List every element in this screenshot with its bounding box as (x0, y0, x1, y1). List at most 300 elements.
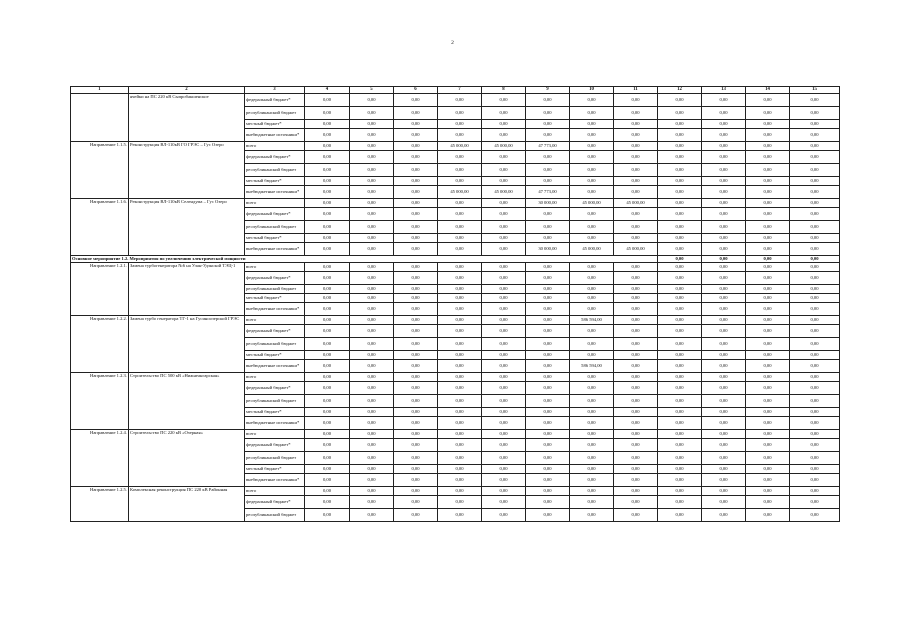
funding-source-cell: федеральный бюджет* (245, 382, 305, 395)
value-cell: 0,00 (305, 351, 350, 360)
value-cell: 0,00 (746, 474, 790, 487)
value-cell: 0,00 (570, 465, 614, 474)
value-cell: 0,00 (305, 373, 350, 382)
funding-source-cell: республиканский бюджет (245, 452, 305, 465)
value-cell: 0,00 (702, 294, 746, 303)
section-value: 0,00 (746, 256, 790, 263)
value-cell: 0,00 (790, 303, 840, 316)
value-cell: 0,00 (746, 496, 790, 509)
value-cell: 0,00 (438, 325, 482, 338)
value-cell: 0,00 (746, 373, 790, 382)
column-header: 4 (305, 87, 350, 94)
value-cell: 0,00 (790, 439, 840, 452)
value-cell: 0,00 (614, 465, 658, 474)
value-cell: 0,00 (482, 94, 526, 107)
value-cell: 0,00 (702, 408, 746, 417)
value-cell: 0,00 (702, 142, 746, 151)
value-cell: 47 773,00 (526, 186, 570, 199)
value-cell: 0,00 (658, 439, 702, 452)
funding-source-cell: внебюджетные источники* (245, 129, 305, 142)
value-cell: 0,00 (746, 408, 790, 417)
column-header: 9 (526, 87, 570, 94)
value-cell: 0,00 (394, 272, 438, 285)
value-cell: 0,00 (526, 351, 570, 360)
value-cell: 45 000,00 (438, 142, 482, 151)
value-cell: 0,00 (658, 243, 702, 256)
value-cell: 0,00 (658, 360, 702, 373)
value-cell: 0,00 (614, 325, 658, 338)
value-cell: 0,00 (658, 509, 702, 522)
value-cell: 0,00 (790, 474, 840, 487)
value-cell: 0,00 (350, 465, 394, 474)
value-cell: 0,00 (614, 373, 658, 382)
value-cell: 0,00 (570, 177, 614, 186)
value-cell: 0,00 (702, 285, 746, 294)
value-cell: 0,00 (305, 285, 350, 294)
value-cell: 0,00 (438, 221, 482, 234)
value-cell: 0,00 (790, 234, 840, 243)
value-cell: 0,00 (482, 243, 526, 256)
object-cell: Замена турбогенератора №6 на Улан-Удэнской ТЭЦ-1 (129, 263, 245, 316)
value-cell: 0,00 (658, 338, 702, 351)
value-cell: 0,00 (790, 417, 840, 430)
value-cell: 0,00 (658, 452, 702, 465)
funding-source-cell: местный бюджет* (245, 120, 305, 129)
value-cell: 0,00 (746, 294, 790, 303)
value-cell: 0,00 (394, 142, 438, 151)
funding-source-cell: местный бюджет* (245, 408, 305, 417)
value-cell: 0,00 (305, 272, 350, 285)
value-cell: 0,00 (702, 430, 746, 439)
value-cell: 0,00 (790, 351, 840, 360)
value-cell: 0,00 (482, 474, 526, 487)
table-row (71, 373, 840, 382)
value-cell: 0,00 (305, 221, 350, 234)
object-cell: ячейки на ПС 220 кВ Сыпробакшенское (129, 94, 245, 142)
value-cell: 0,00 (790, 338, 840, 351)
value-cell: 0,00 (482, 360, 526, 373)
value-cell: 0,00 (482, 351, 526, 360)
value-cell: 0,00 (614, 285, 658, 294)
value-cell: 0,00 (658, 164, 702, 177)
value-cell: 0,00 (394, 263, 438, 272)
value-cell: 0,00 (350, 294, 394, 303)
funding-source-cell: местный бюджет* (245, 465, 305, 474)
value-cell: 0,00 (790, 142, 840, 151)
value-cell: 0,00 (305, 208, 350, 221)
column-header: 1 (71, 87, 129, 94)
value-cell: 0,00 (350, 164, 394, 177)
value-cell: 0,00 (570, 263, 614, 272)
value-cell: 0,00 (526, 338, 570, 351)
value-cell: 0,00 (746, 395, 790, 408)
value-cell: 0,00 (526, 208, 570, 221)
value-cell: 0,00 (658, 382, 702, 395)
value-cell: 0,00 (305, 439, 350, 452)
value-cell: 0,00 (570, 164, 614, 177)
value-cell: 0,00 (482, 316, 526, 325)
value-cell: 0,00 (570, 430, 614, 439)
table-row (71, 487, 840, 496)
value-cell: 0,00 (570, 208, 614, 221)
object-cell: Комплексная реконструкция ПС 220 кВ Районная (129, 487, 245, 522)
value-cell: 0,00 (790, 360, 840, 373)
value-cell: 0,00 (746, 465, 790, 474)
value-cell: 0,00 (394, 465, 438, 474)
value-cell: 0,00 (570, 142, 614, 151)
value-cell: 0,00 (350, 94, 394, 107)
value-cell: 0,00 (658, 285, 702, 294)
value-cell: 0,00 (658, 221, 702, 234)
value-cell: 0,00 (526, 373, 570, 382)
value-cell: 0,00 (438, 94, 482, 107)
page-number: 2 (451, 40, 454, 46)
value-cell: 0,00 (790, 243, 840, 256)
value-cell: 0,00 (614, 177, 658, 186)
value-cell: 0,00 (305, 496, 350, 509)
value-cell: 0,00 (702, 164, 746, 177)
value-cell: 0,00 (482, 395, 526, 408)
value-cell: 0,00 (526, 496, 570, 509)
table-row (71, 316, 840, 325)
value-cell: 0,00 (394, 316, 438, 325)
value-cell: 0,00 (746, 208, 790, 221)
value-cell: 0,00 (482, 285, 526, 294)
value-cell: 0,00 (482, 263, 526, 272)
direction-cell: Направление 1.1.6. (71, 199, 129, 256)
value-cell: 0,00 (482, 234, 526, 243)
direction-cell: Направление 1.2.3. (71, 373, 129, 430)
funding-source-cell: всего (245, 263, 305, 272)
funding-source-cell: республиканский бюджет (245, 221, 305, 234)
value-cell: 0,00 (614, 263, 658, 272)
value-cell: 0,00 (305, 199, 350, 208)
value-cell: 0,00 (746, 325, 790, 338)
value-cell: 586 594,00 (570, 360, 614, 373)
value-cell: 0,00 (702, 303, 746, 316)
value-cell: 0,00 (305, 316, 350, 325)
value-cell: 0,00 (526, 164, 570, 177)
value-cell: 0,00 (526, 487, 570, 496)
value-cell: 0,00 (394, 395, 438, 408)
value-cell: 0,00 (614, 272, 658, 285)
value-cell: 0,00 (438, 439, 482, 452)
value-cell: 0,00 (702, 129, 746, 142)
budget-table (70, 86, 840, 522)
value-cell: 0,00 (658, 316, 702, 325)
value-cell: 0,00 (394, 417, 438, 430)
value-cell: 0,00 (482, 164, 526, 177)
value-cell: 0,00 (658, 120, 702, 129)
column-header: 3 (245, 87, 305, 94)
funding-source-cell: всего (245, 373, 305, 382)
value-cell: 0,00 (350, 151, 394, 164)
value-cell: 0,00 (305, 243, 350, 256)
value-cell: 0,00 (658, 151, 702, 164)
direction-cell: Направление 1.1.5. (71, 142, 129, 199)
funding-source-cell: федеральный бюджет* (245, 439, 305, 452)
direction-cell (71, 94, 129, 142)
column-header: 11 (614, 87, 658, 94)
column-header: 2 (129, 87, 245, 94)
value-cell: 0,00 (350, 186, 394, 199)
value-cell: 0,00 (658, 208, 702, 221)
value-cell: 0,00 (526, 285, 570, 294)
direction-cell: Направление 1.2.2. (71, 316, 129, 373)
value-cell: 0,00 (394, 325, 438, 338)
value-cell: 0,00 (305, 430, 350, 439)
value-cell: 0,00 (394, 338, 438, 351)
value-cell: 0,00 (394, 208, 438, 221)
value-cell: 0,00 (350, 338, 394, 351)
value-cell: 0,00 (526, 263, 570, 272)
value-cell: 0,00 (746, 263, 790, 272)
value-cell: 0,00 (305, 452, 350, 465)
value-cell: 0,00 (305, 360, 350, 373)
value-cell: 0,00 (526, 474, 570, 487)
value-cell: 0,00 (570, 408, 614, 417)
value-cell: 0,00 (570, 234, 614, 243)
value-cell: 0,00 (570, 272, 614, 285)
table-row (71, 263, 840, 272)
value-cell: 0,00 (614, 208, 658, 221)
value-cell: 45 000,00 (438, 186, 482, 199)
value-cell: 0,00 (438, 151, 482, 164)
value-cell: 0,00 (658, 107, 702, 120)
value-cell: 0,00 (526, 408, 570, 417)
value-cell: 0,00 (658, 408, 702, 417)
value-cell: 0,00 (482, 373, 526, 382)
value-cell: 0,00 (614, 509, 658, 522)
value-cell: 0,00 (790, 465, 840, 474)
value-cell: 0,00 (658, 272, 702, 285)
value-cell: 0,00 (790, 408, 840, 417)
value-cell: 0,00 (394, 294, 438, 303)
value-cell: 0,00 (350, 263, 394, 272)
funding-source-cell: местный бюджет* (245, 351, 305, 360)
value-cell: 0,00 (526, 465, 570, 474)
value-cell: 0,00 (394, 221, 438, 234)
value-cell: 0,00 (394, 199, 438, 208)
section-value: 0,00 (702, 256, 746, 263)
value-cell: 0,00 (394, 303, 438, 316)
value-cell: 0,00 (570, 120, 614, 129)
value-cell: 0,00 (790, 294, 840, 303)
value-cell: 0,00 (350, 107, 394, 120)
value-cell: 0,00 (438, 338, 482, 351)
value-cell: 0,00 (790, 129, 840, 142)
value-cell: 0,00 (658, 303, 702, 316)
value-cell: 0,00 (746, 164, 790, 177)
value-cell: 0,00 (438, 263, 482, 272)
value-cell: 0,00 (482, 408, 526, 417)
value-cell: 0,00 (790, 221, 840, 234)
value-cell: 0,00 (702, 496, 746, 509)
value-cell: 0,00 (526, 303, 570, 316)
funding-source-cell: федеральный бюджет* (245, 94, 305, 107)
value-cell: 0,00 (350, 373, 394, 382)
value-cell: 0,00 (394, 285, 438, 294)
value-cell: 0,00 (658, 94, 702, 107)
value-cell: 0,00 (394, 382, 438, 395)
value-cell: 0,00 (746, 487, 790, 496)
value-cell: 0,00 (746, 382, 790, 395)
value-cell: 0,00 (350, 417, 394, 430)
value-cell: 0,00 (526, 316, 570, 325)
value-cell: 0,00 (350, 285, 394, 294)
value-cell: 0,00 (350, 177, 394, 186)
value-cell: 0,00 (350, 199, 394, 208)
value-cell: 0,00 (746, 120, 790, 129)
value-cell: 0,00 (614, 408, 658, 417)
value-cell: 0,00 (305, 417, 350, 430)
value-cell: 0,00 (350, 142, 394, 151)
value-cell: 0,00 (702, 272, 746, 285)
value-cell: 0,00 (570, 338, 614, 351)
value-cell: 0,00 (614, 294, 658, 303)
value-cell: 0,00 (614, 382, 658, 395)
value-cell: 0,00 (305, 382, 350, 395)
value-cell: 0,00 (570, 474, 614, 487)
table-row (71, 430, 840, 439)
value-cell: 0,00 (350, 452, 394, 465)
column-header: 5 (350, 87, 394, 94)
value-cell: 0,00 (482, 487, 526, 496)
funding-source-cell: федеральный бюджет* (245, 208, 305, 221)
value-cell: 0,00 (702, 417, 746, 430)
funding-source-cell: всего (245, 316, 305, 325)
value-cell: 0,00 (438, 452, 482, 465)
value-cell: 0,00 (482, 325, 526, 338)
value-cell: 586 594,00 (570, 316, 614, 325)
value-cell: 0,00 (790, 509, 840, 522)
value-cell: 0,00 (305, 338, 350, 351)
value-cell: 0,00 (438, 164, 482, 177)
value-cell: 0,00 (702, 382, 746, 395)
value-cell: 0,00 (614, 487, 658, 496)
value-cell: 0,00 (790, 452, 840, 465)
value-cell: 0,00 (614, 338, 658, 351)
value-cell: 0,00 (482, 129, 526, 142)
value-cell: 0,00 (482, 465, 526, 474)
value-cell: 0,00 (482, 303, 526, 316)
value-cell: 0,00 (482, 430, 526, 439)
value-cell: 0,00 (438, 303, 482, 316)
value-cell: 0,00 (394, 164, 438, 177)
value-cell: 0,00 (350, 303, 394, 316)
funding-source-cell: всего (245, 487, 305, 496)
value-cell: 0,00 (438, 408, 482, 417)
value-cell: 0,00 (570, 496, 614, 509)
value-cell: 0,00 (746, 234, 790, 243)
section-value: 0,00 (658, 256, 702, 263)
value-cell: 0,00 (438, 474, 482, 487)
funding-source-cell: внебюджетные источники* (245, 417, 305, 430)
value-cell: 0,00 (305, 120, 350, 129)
value-cell: 0,00 (570, 439, 614, 452)
value-cell: 0,00 (350, 408, 394, 417)
section-row (71, 256, 840, 263)
value-cell: 0,00 (658, 234, 702, 243)
value-cell: 0,00 (658, 199, 702, 208)
value-cell: 0,00 (658, 395, 702, 408)
value-cell: 0,00 (658, 373, 702, 382)
funding-source-cell: республиканский бюджет (245, 395, 305, 408)
value-cell: 0,00 (614, 430, 658, 439)
value-cell: 0,00 (614, 107, 658, 120)
value-cell: 0,00 (350, 234, 394, 243)
direction-cell: Направление 1.2.4. (71, 430, 129, 487)
value-cell: 0,00 (305, 509, 350, 522)
value-cell: 0,00 (438, 107, 482, 120)
value-cell: 0,00 (746, 417, 790, 430)
value-cell: 0,00 (790, 164, 840, 177)
value-cell: 0,00 (526, 382, 570, 395)
section-title: Основное мероприятие 1.2. Мероприятия по увеличению электрической мощности (71, 256, 658, 263)
value-cell: 0,00 (482, 221, 526, 234)
value-cell: 0,00 (746, 303, 790, 316)
value-cell: 0,00 (614, 221, 658, 234)
funding-source-cell: внебюджетные источники* (245, 360, 305, 373)
value-cell: 0,00 (570, 221, 614, 234)
value-cell: 0,00 (350, 243, 394, 256)
value-cell: 0,00 (394, 360, 438, 373)
value-cell: 0,00 (305, 465, 350, 474)
funding-source-cell: внебюджетные источники* (245, 243, 305, 256)
value-cell: 0,00 (790, 487, 840, 496)
value-cell: 0,00 (570, 107, 614, 120)
value-cell: 0,00 (570, 285, 614, 294)
value-cell: 0,00 (526, 509, 570, 522)
value-cell: 0,00 (658, 294, 702, 303)
value-cell: 0,00 (482, 199, 526, 208)
value-cell: 0,00 (702, 474, 746, 487)
value-cell: 0,00 (350, 474, 394, 487)
funding-source-cell: республиканский бюджет (245, 338, 305, 351)
value-cell: 0,00 (614, 395, 658, 408)
value-cell: 0,00 (790, 430, 840, 439)
value-cell: 0,00 (394, 439, 438, 452)
value-cell: 0,00 (614, 186, 658, 199)
funding-source-cell: внебюджетные источники* (245, 186, 305, 199)
value-cell: 0,00 (350, 487, 394, 496)
object-cell: Реконструкция ВЛ-110кВ ГО ГРЭС – Гус Озеро (129, 142, 245, 199)
column-header: 8 (482, 87, 526, 94)
value-cell: 0,00 (482, 177, 526, 186)
value-cell: 0,00 (394, 509, 438, 522)
value-cell: 0,00 (658, 465, 702, 474)
value-cell: 0,00 (305, 142, 350, 151)
value-cell: 0,00 (305, 294, 350, 303)
value-cell: 0,00 (394, 351, 438, 360)
value-cell: 0,00 (394, 151, 438, 164)
value-cell: 0,00 (570, 151, 614, 164)
value-cell: 45 000,00 (482, 142, 526, 151)
funding-source-cell: внебюджетные источники* (245, 474, 305, 487)
value-cell: 0,00 (658, 142, 702, 151)
funding-source-cell: всего (245, 142, 305, 151)
value-cell: 0,00 (570, 351, 614, 360)
funding-source-cell: республиканский бюджет (245, 509, 305, 522)
value-cell: 0,00 (438, 382, 482, 395)
value-cell: 0,00 (614, 496, 658, 509)
value-cell: 0,00 (614, 439, 658, 452)
value-cell: 0,00 (350, 129, 394, 142)
value-cell: 45 000,00 (482, 186, 526, 199)
value-cell: 0,00 (438, 430, 482, 439)
value-cell: 0,00 (438, 509, 482, 522)
value-cell: 0,00 (350, 360, 394, 373)
